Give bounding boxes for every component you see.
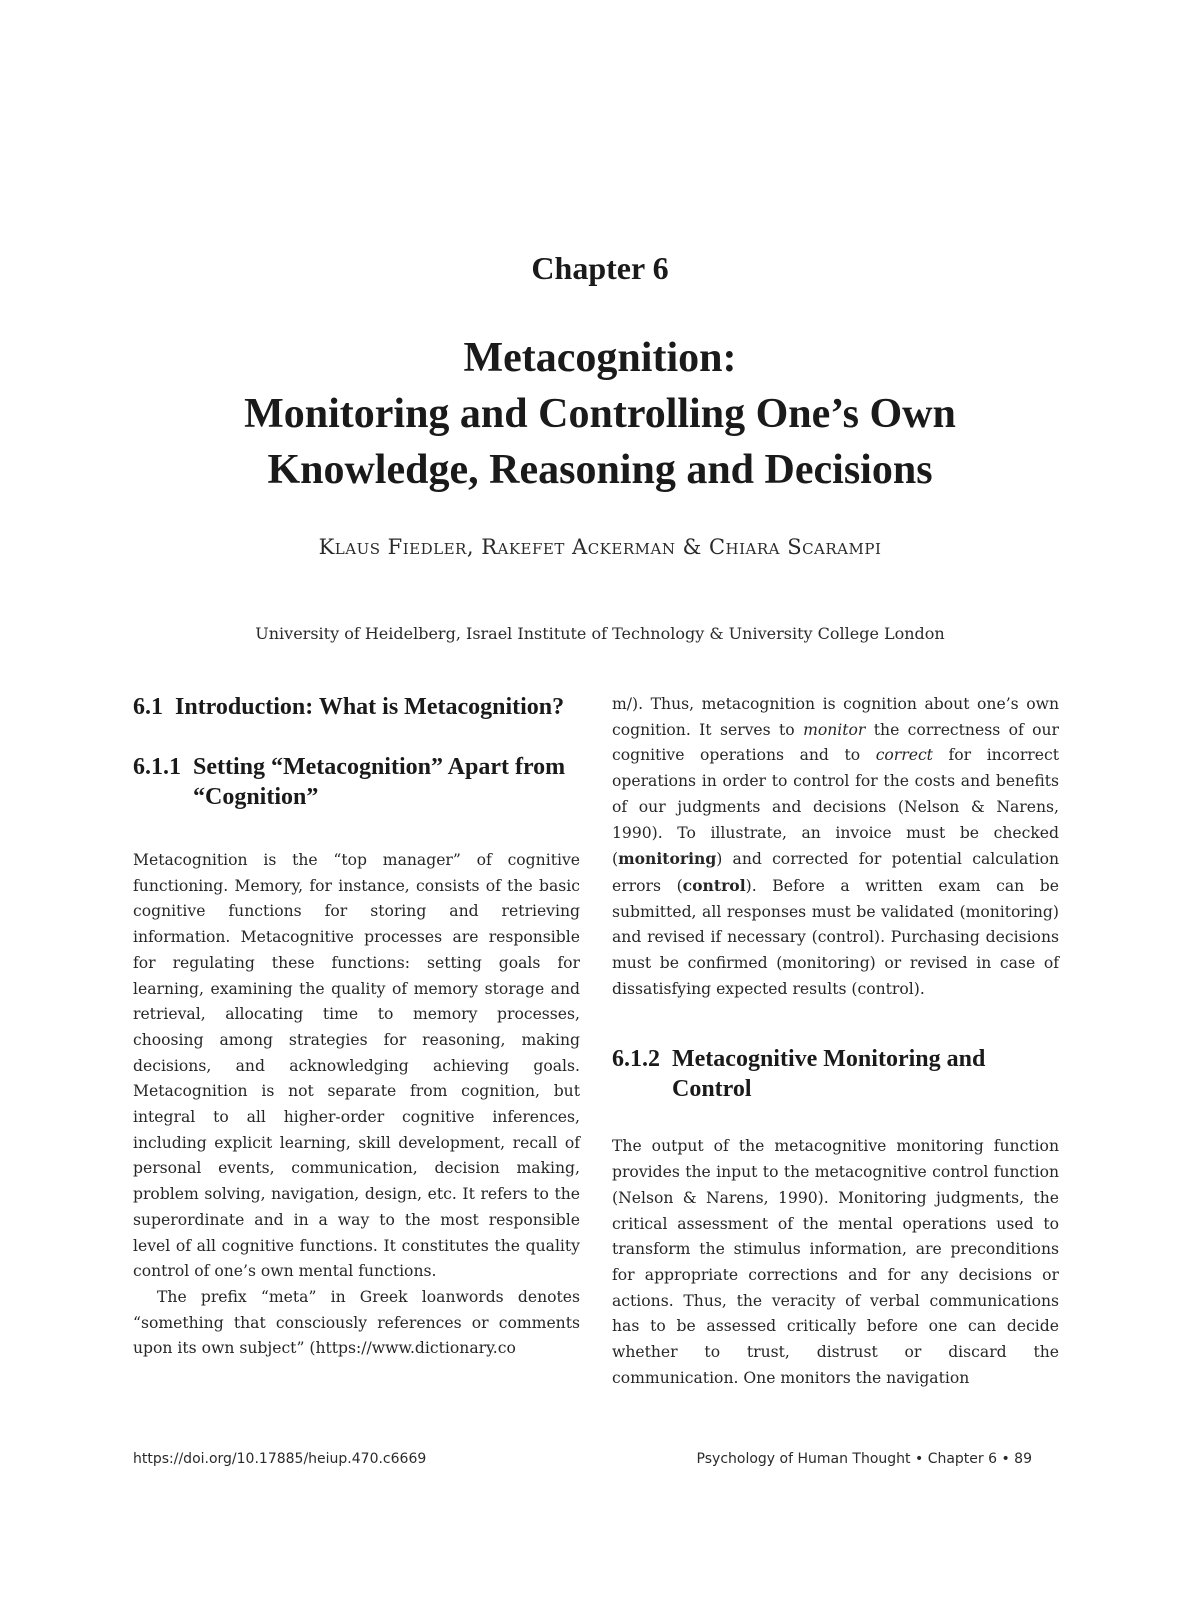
section-heading-6-1-2	[612, 1044, 1059, 1104]
bold-control: control	[682, 875, 746, 895]
section-number: 6.1.2	[612, 1046, 660, 1073]
text-run: the correctness of our cognitive operations and to	[612, 720, 1059, 765]
body-paragraph-1: Metacognition is the “top manager” of cognitive functioning. Memory, for instance, consists of the basic cognitive functions for storing and retrieving information. Metacognitive processes are responsible for regulating these functions: setting goals for learning, examining the quality of memory storage and retrieval, allocating time to memory processes, choosing among strategies for reasoning, making decisions, and acknowledging achieving goals. Metacognition is not separate from cognition, but integral to all higher-order cognitive inferences, including explicit learning, skill development, recall of personal events, communication, decision making, problem solving, navigation, design, etc. It refers to the superordinate and in a way to the most responsible level of all cognitive functions. It constitutes the quality control of one’s own mental functions.	[133, 851, 580, 1281]
text-run: m/). Thus, metacognition is cognition about one’s own cognition. It serves to	[612, 695, 1059, 739]
bold-monitoring: monitoring	[618, 849, 717, 869]
text-run: ). Before a written exam can be submitted, all responses must be validated (monitoring) and revised if necessary (control). Purchasing decisions must be confirmed (monitoring) or revised in case of dissatisfying expected results (control).	[612, 876, 1059, 998]
section-title: Introduction: What is Metacognition?	[175, 694, 565, 720]
author-list: Klaus Fiedler, Rakefet Ackerman & Chiara Scarampi	[318, 535, 882, 559]
emphasis-monitor: monitor	[803, 720, 866, 739]
chapter-title	[0, 330, 1200, 498]
chapter-title-line-3: Knowledge, Reasoning and Decisions	[267, 447, 933, 493]
running-footer: Psychology of Human Thought • Chapter 6 • 89	[696, 1451, 1032, 1467]
section-heading-6-1-1	[133, 752, 580, 812]
emphasis-correct: correct	[875, 746, 933, 765]
section-heading-6-1	[133, 692, 580, 722]
body-paragraph-4: The output of the metacognitive monitoring function provides the input to the metacognitive control function (Nelson & Narens, 1990). Monitoring judgments, the critical assessment of the mental operations used to transform the stimulus information, are preconditions for appropriate corrections and for any decisions or actions. Thus, the veracity of verbal communications has to be assessed critically before one can decide whether to trust, distrust or discard the communication. One monitors the navigation	[612, 1137, 1059, 1387]
body-paragraph-3	[612, 692, 1059, 1002]
section-title: Metacognitive Monitoring and Control	[672, 1046, 986, 1103]
right-column	[612, 692, 1059, 1391]
chapter-title-line-1: Metacognition:	[463, 335, 737, 381]
text-run: ) and corrected for potential calculation errors (	[612, 850, 1059, 895]
text-run: for incorrect operations in order to control for the costs and benefits of our judgments and decisions (Nelson & Narens, 1990). To illustrate, an invoice must be checked (	[612, 746, 1059, 869]
doi-link[interactable]: https://doi.org/10.17885/heiup.470.c6669	[133, 1451, 427, 1467]
section-title: Setting “Metacognition” Apart from “Cognition”	[193, 754, 566, 810]
section-number: 6.1	[133, 694, 163, 720]
body-paragraph-2: The prefix “meta” in Greek loanwords denotes “something that consciously references or comments upon its own subject” (https://www.dictionary.co	[133, 1287, 580, 1358]
chapter-label: Chapter 6	[531, 250, 669, 286]
section-number: 6.1.1	[133, 754, 181, 780]
left-column	[133, 692, 580, 1362]
affiliation: University of Heidelberg, Israel Institute of Technology & University College London	[255, 624, 945, 643]
chapter-title-line-2: Monitoring and Controlling One’s Own	[244, 391, 956, 437]
